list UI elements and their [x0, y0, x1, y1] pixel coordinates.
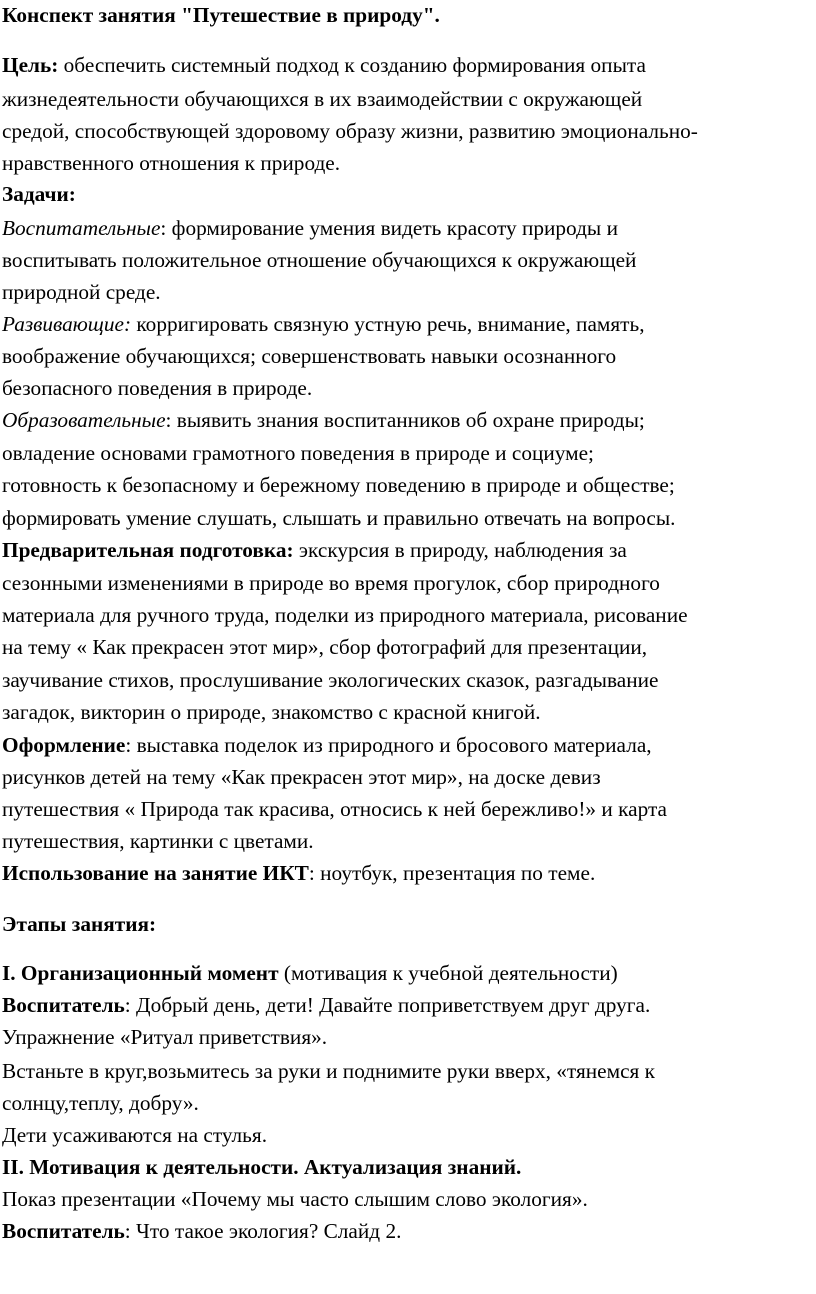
- design-line-4: путешествия, картинки с цветами.: [2, 829, 314, 853]
- tasks-obr-line-4: формировать умение слушать, слышать и правильно отвечать на вопросы.: [2, 506, 676, 530]
- tasks-obr-label: Образовательные: [2, 408, 166, 432]
- ict-line: [2, 860, 595, 886]
- ict-label: Использование на занятие ИКТ: [2, 861, 309, 885]
- tasks-obr-line-2: овладение основами грамотного поведения в природе и социуме;: [2, 441, 594, 465]
- goal-line-1: [2, 52, 646, 78]
- stage1-sit-line: Дети усаживаются на стулья.: [2, 1123, 268, 1147]
- tasks-edu-line-3: природной среде.: [2, 280, 161, 304]
- stage1-note: (мотивация к учебной деятельности): [278, 961, 618, 985]
- prep-text-1: экскурсия в природу, наблюдения за: [293, 538, 627, 562]
- tasks-dev-line-2: воображение обучающихся; совершенствовать навыки осознанного: [2, 344, 617, 368]
- stage2-heading: II. Мотивация к деятельности. Актуализация знаний.: [2, 1155, 522, 1179]
- goal-line-2: жизнедеятельности обучающихся в их взаимодействии с окружающей: [2, 87, 643, 111]
- tasks-dev-label: Развивающие:: [2, 312, 132, 336]
- goal-line-4: нравственного отношения к природе.: [2, 151, 341, 175]
- tasks-edu-line-2: воспитывать положительное отношение обучающихся к окружающей: [2, 248, 637, 272]
- stage1-teacher-label: Воспитатель: [2, 993, 125, 1017]
- tasks-dev-text-1: корригировать связную устную речь, внимание, память,: [131, 312, 645, 336]
- goal-label: Цель:: [2, 53, 59, 77]
- tasks-edu-text-1: : формирование умения видеть красоту природы и: [160, 216, 618, 240]
- goal-text-1: обеспечить системный подход к созданию формирования опыта: [58, 53, 646, 77]
- tasks-dev-line-1: [2, 311, 645, 337]
- stage1-heading: I. Организационный момент: [2, 961, 279, 985]
- prep-line-6: загадок, викторин о природе, знакомство с красной книгой.: [2, 700, 541, 724]
- prep-line-5: заучивание стихов, прослушивание экологических сказок, разгадывание: [2, 668, 659, 692]
- prep-line-4: на тему « Как прекрасен этот мир», сбор фотографий для презентации,: [2, 635, 648, 659]
- tasks-edu-line-1: [2, 215, 618, 241]
- prep-line-1: [2, 537, 627, 563]
- prep-label: Предварительная подготовка:: [2, 538, 294, 562]
- stage1-exercise: Упражнение «Ритуал приветствия».: [2, 1025, 328, 1049]
- prep-line-2: сезонными изменениями в природе во время прогулок, сбор природного: [2, 571, 660, 595]
- tasks-obr-line-1: [2, 407, 645, 433]
- tasks-edu-label: Воспитательные: [2, 216, 161, 240]
- stage1-heading-line: [2, 960, 618, 986]
- stage1-circle-line-2: солнцу,теплу, добру».: [2, 1091, 199, 1115]
- stage1-circle-line-1: Встаньте в круг,возьмитесь за руки и поднимите руки вверх, «тянемся к: [2, 1059, 655, 1083]
- design-text-1: : выставка поделок из природного и бросового материала,: [125, 733, 652, 757]
- prep-line-3: материала для ручного труда, поделки из природного материала, рисование: [2, 603, 688, 627]
- design-line-2: рисунков детей на тему «Как прекрасен этот мир», на доске девиз: [2, 765, 601, 789]
- document-title: Конспект занятия "Путешествие в природу".: [2, 3, 440, 27]
- design-label: Оформление: [2, 733, 126, 757]
- stage2-teacher-text: : Что такое экология? Слайд 2.: [124, 1219, 402, 1243]
- tasks-obr-line-3: готовность к безопасному и бережному поведению в природе и обществе;: [2, 473, 675, 497]
- design-line-1: [2, 732, 652, 758]
- stage2-teacher-line: [2, 1218, 401, 1244]
- stages-heading: Этапы занятия:: [2, 912, 157, 936]
- goal-line-3: средой, способствующей здоровому образу жизни, развитию эмоционально-: [2, 119, 698, 143]
- design-line-3: путешествия « Природа так красива, относись к ней бережливо!» и карта: [2, 797, 667, 821]
- ict-text: : ноутбук, презентация по теме.: [308, 861, 596, 885]
- tasks-obr-text-1: : выявить знания воспитанников об охране природы;: [165, 408, 645, 432]
- stage2-show-line: Показ презентации «Почему мы часто слышим слово экология».: [2, 1187, 588, 1211]
- stage1-teacher-text: : Добрый день, дети! Давайте поприветствуем друг друга.: [124, 993, 651, 1017]
- stage2-teacher-label: Воспитатель: [2, 1219, 125, 1243]
- tasks-heading: Задачи:: [2, 182, 76, 206]
- stage1-teacher-line: [2, 992, 650, 1018]
- tasks-dev-line-3: безопасного поведения в природе.: [2, 376, 313, 400]
